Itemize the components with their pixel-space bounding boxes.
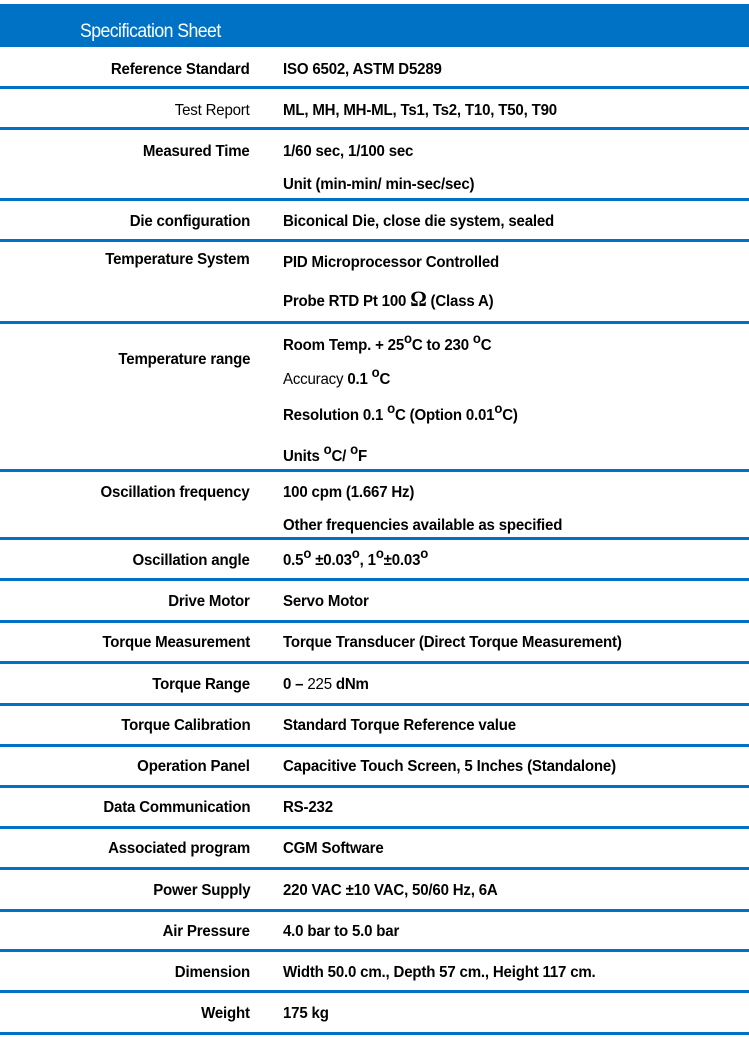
spec-label: Drive Motor bbox=[168, 593, 250, 610]
spec-value-line: Other frequencies available as specified bbox=[283, 517, 563, 534]
text: dNm bbox=[331, 676, 369, 693]
spec-value: ISO 6502, ASTM D5289 bbox=[283, 61, 442, 78]
text: , 1 bbox=[359, 552, 376, 569]
row-divider bbox=[0, 469, 749, 472]
row-divider bbox=[0, 949, 749, 952]
degree-symbol: o bbox=[303, 545, 312, 561]
spec-label: Temperature range bbox=[118, 351, 250, 368]
row-divider bbox=[0, 990, 749, 993]
degree-symbol: o bbox=[472, 330, 481, 346]
degree-symbol: o bbox=[375, 545, 384, 561]
degree-symbol: o bbox=[420, 545, 429, 561]
row-divider bbox=[0, 1032, 749, 1035]
row-divider bbox=[0, 321, 749, 324]
degree-symbol: o bbox=[350, 441, 359, 457]
probe-text: Probe RTD Pt 100 bbox=[283, 293, 411, 310]
degree-symbol: o bbox=[351, 545, 360, 561]
spec-label: Temperature System bbox=[105, 251, 250, 268]
text: 225 bbox=[307, 676, 332, 693]
row-divider bbox=[0, 239, 749, 242]
text: 0.5 bbox=[283, 552, 304, 569]
text: C (Option 0.01 bbox=[395, 407, 495, 424]
spec-value: Servo Motor bbox=[283, 593, 369, 610]
spec-value-line bbox=[283, 364, 391, 389]
row-divider bbox=[0, 537, 749, 540]
degree-symbol: o bbox=[371, 364, 380, 380]
row-divider bbox=[0, 198, 749, 201]
degree-symbol: o bbox=[494, 400, 503, 416]
spec-value bbox=[283, 545, 429, 570]
degree-symbol: o bbox=[387, 400, 396, 416]
class-text: (Class A) bbox=[426, 293, 494, 310]
row-divider bbox=[0, 578, 749, 581]
text: C) bbox=[502, 407, 518, 424]
spec-value-line: 1/60 sec, 1/100 sec bbox=[283, 143, 414, 160]
spec-value: Biconical Die, close die system, sealed bbox=[283, 213, 555, 230]
spec-label: Torque Calibration bbox=[120, 717, 250, 734]
spec-value: Standard Torque Reference value bbox=[283, 717, 516, 734]
spec-value-line: PID Microprocessor Controlled bbox=[283, 254, 500, 271]
row-divider bbox=[0, 620, 749, 623]
text: C bbox=[379, 371, 391, 388]
spec-value-line bbox=[283, 441, 368, 466]
degree-symbol: o bbox=[323, 441, 332, 457]
spec-label: Dimension bbox=[174, 964, 250, 981]
text: C/ bbox=[331, 448, 351, 465]
text: ±0.03 bbox=[311, 552, 352, 569]
text: C to 230 bbox=[411, 337, 473, 354]
spec-value-line: 100 cpm (1.667 Hz) bbox=[283, 484, 415, 501]
spec-value: 175 kg bbox=[283, 1005, 329, 1022]
spec-value: 220 VAC ±10 VAC, 50/60 Hz, 6A bbox=[283, 882, 498, 899]
degree-symbol: o bbox=[404, 330, 412, 346]
spec-value: 4.0 bar to 5.0 bar bbox=[283, 923, 400, 940]
spec-label: Air Pressure bbox=[162, 923, 250, 940]
spec-value bbox=[283, 676, 369, 694]
spec-label: Power Supply bbox=[152, 882, 250, 899]
row-divider bbox=[0, 127, 749, 130]
spec-value-line bbox=[283, 286, 494, 312]
row-divider bbox=[0, 867, 749, 870]
spec-label: Oscillation angle bbox=[132, 552, 250, 569]
row-divider bbox=[0, 86, 749, 89]
spec-label: Measured Time bbox=[143, 143, 250, 160]
row-divider bbox=[0, 785, 749, 788]
spec-label: Test Report bbox=[175, 102, 250, 119]
spec-label: Operation Panel bbox=[137, 758, 250, 775]
row-divider bbox=[0, 744, 749, 747]
text: 0.1 bbox=[347, 371, 372, 388]
spec-label: Oscillation frequency bbox=[100, 484, 250, 501]
ohm-symbol: Ω bbox=[410, 286, 427, 311]
spec-label: Associated program bbox=[107, 840, 250, 857]
spec-value-line bbox=[283, 330, 492, 355]
spec-value: CGM Software bbox=[283, 840, 384, 857]
text: Accuracy bbox=[283, 371, 348, 388]
row-divider bbox=[0, 703, 749, 706]
row-divider bbox=[0, 909, 749, 912]
spec-label: Torque Range bbox=[152, 676, 250, 693]
text: C bbox=[480, 337, 492, 354]
spec-value: Capacitive Touch Screen, 5 Inches (Standalone) bbox=[283, 758, 616, 775]
spec-value: Torque Transducer (Direct Torque Measurement) bbox=[283, 634, 622, 651]
spec-value: RS-232 bbox=[283, 799, 333, 816]
spec-value: Width 50.0 cm., Depth 57 cm., Height 117 cm. bbox=[283, 964, 596, 981]
text: F bbox=[358, 448, 368, 465]
text: 0 – bbox=[283, 676, 308, 693]
spec-value: ML, MH, MH-ML, Ts1, Ts2, T10, T50, T90 bbox=[283, 102, 557, 119]
text: Resolution 0.1 bbox=[283, 407, 388, 424]
spec-value-line bbox=[283, 400, 518, 425]
page-title: Specification Sheet bbox=[80, 21, 221, 42]
row-divider bbox=[0, 661, 749, 664]
spec-sheet-header bbox=[0, 4, 749, 47]
spec-label: Die configuration bbox=[129, 213, 250, 230]
spec-label: Data Communication bbox=[102, 799, 250, 816]
spec-label: Reference Standard bbox=[111, 61, 250, 78]
spec-label: Weight bbox=[201, 1005, 250, 1022]
text: Units bbox=[283, 448, 324, 465]
text: Room Temp. + 25 bbox=[283, 337, 405, 354]
row-divider bbox=[0, 826, 749, 829]
text: ±0.03 bbox=[383, 552, 421, 569]
spec-label: Torque Measurement bbox=[102, 634, 250, 651]
spec-value-line: Unit (min-min/ min-sec/sec) bbox=[283, 176, 475, 193]
